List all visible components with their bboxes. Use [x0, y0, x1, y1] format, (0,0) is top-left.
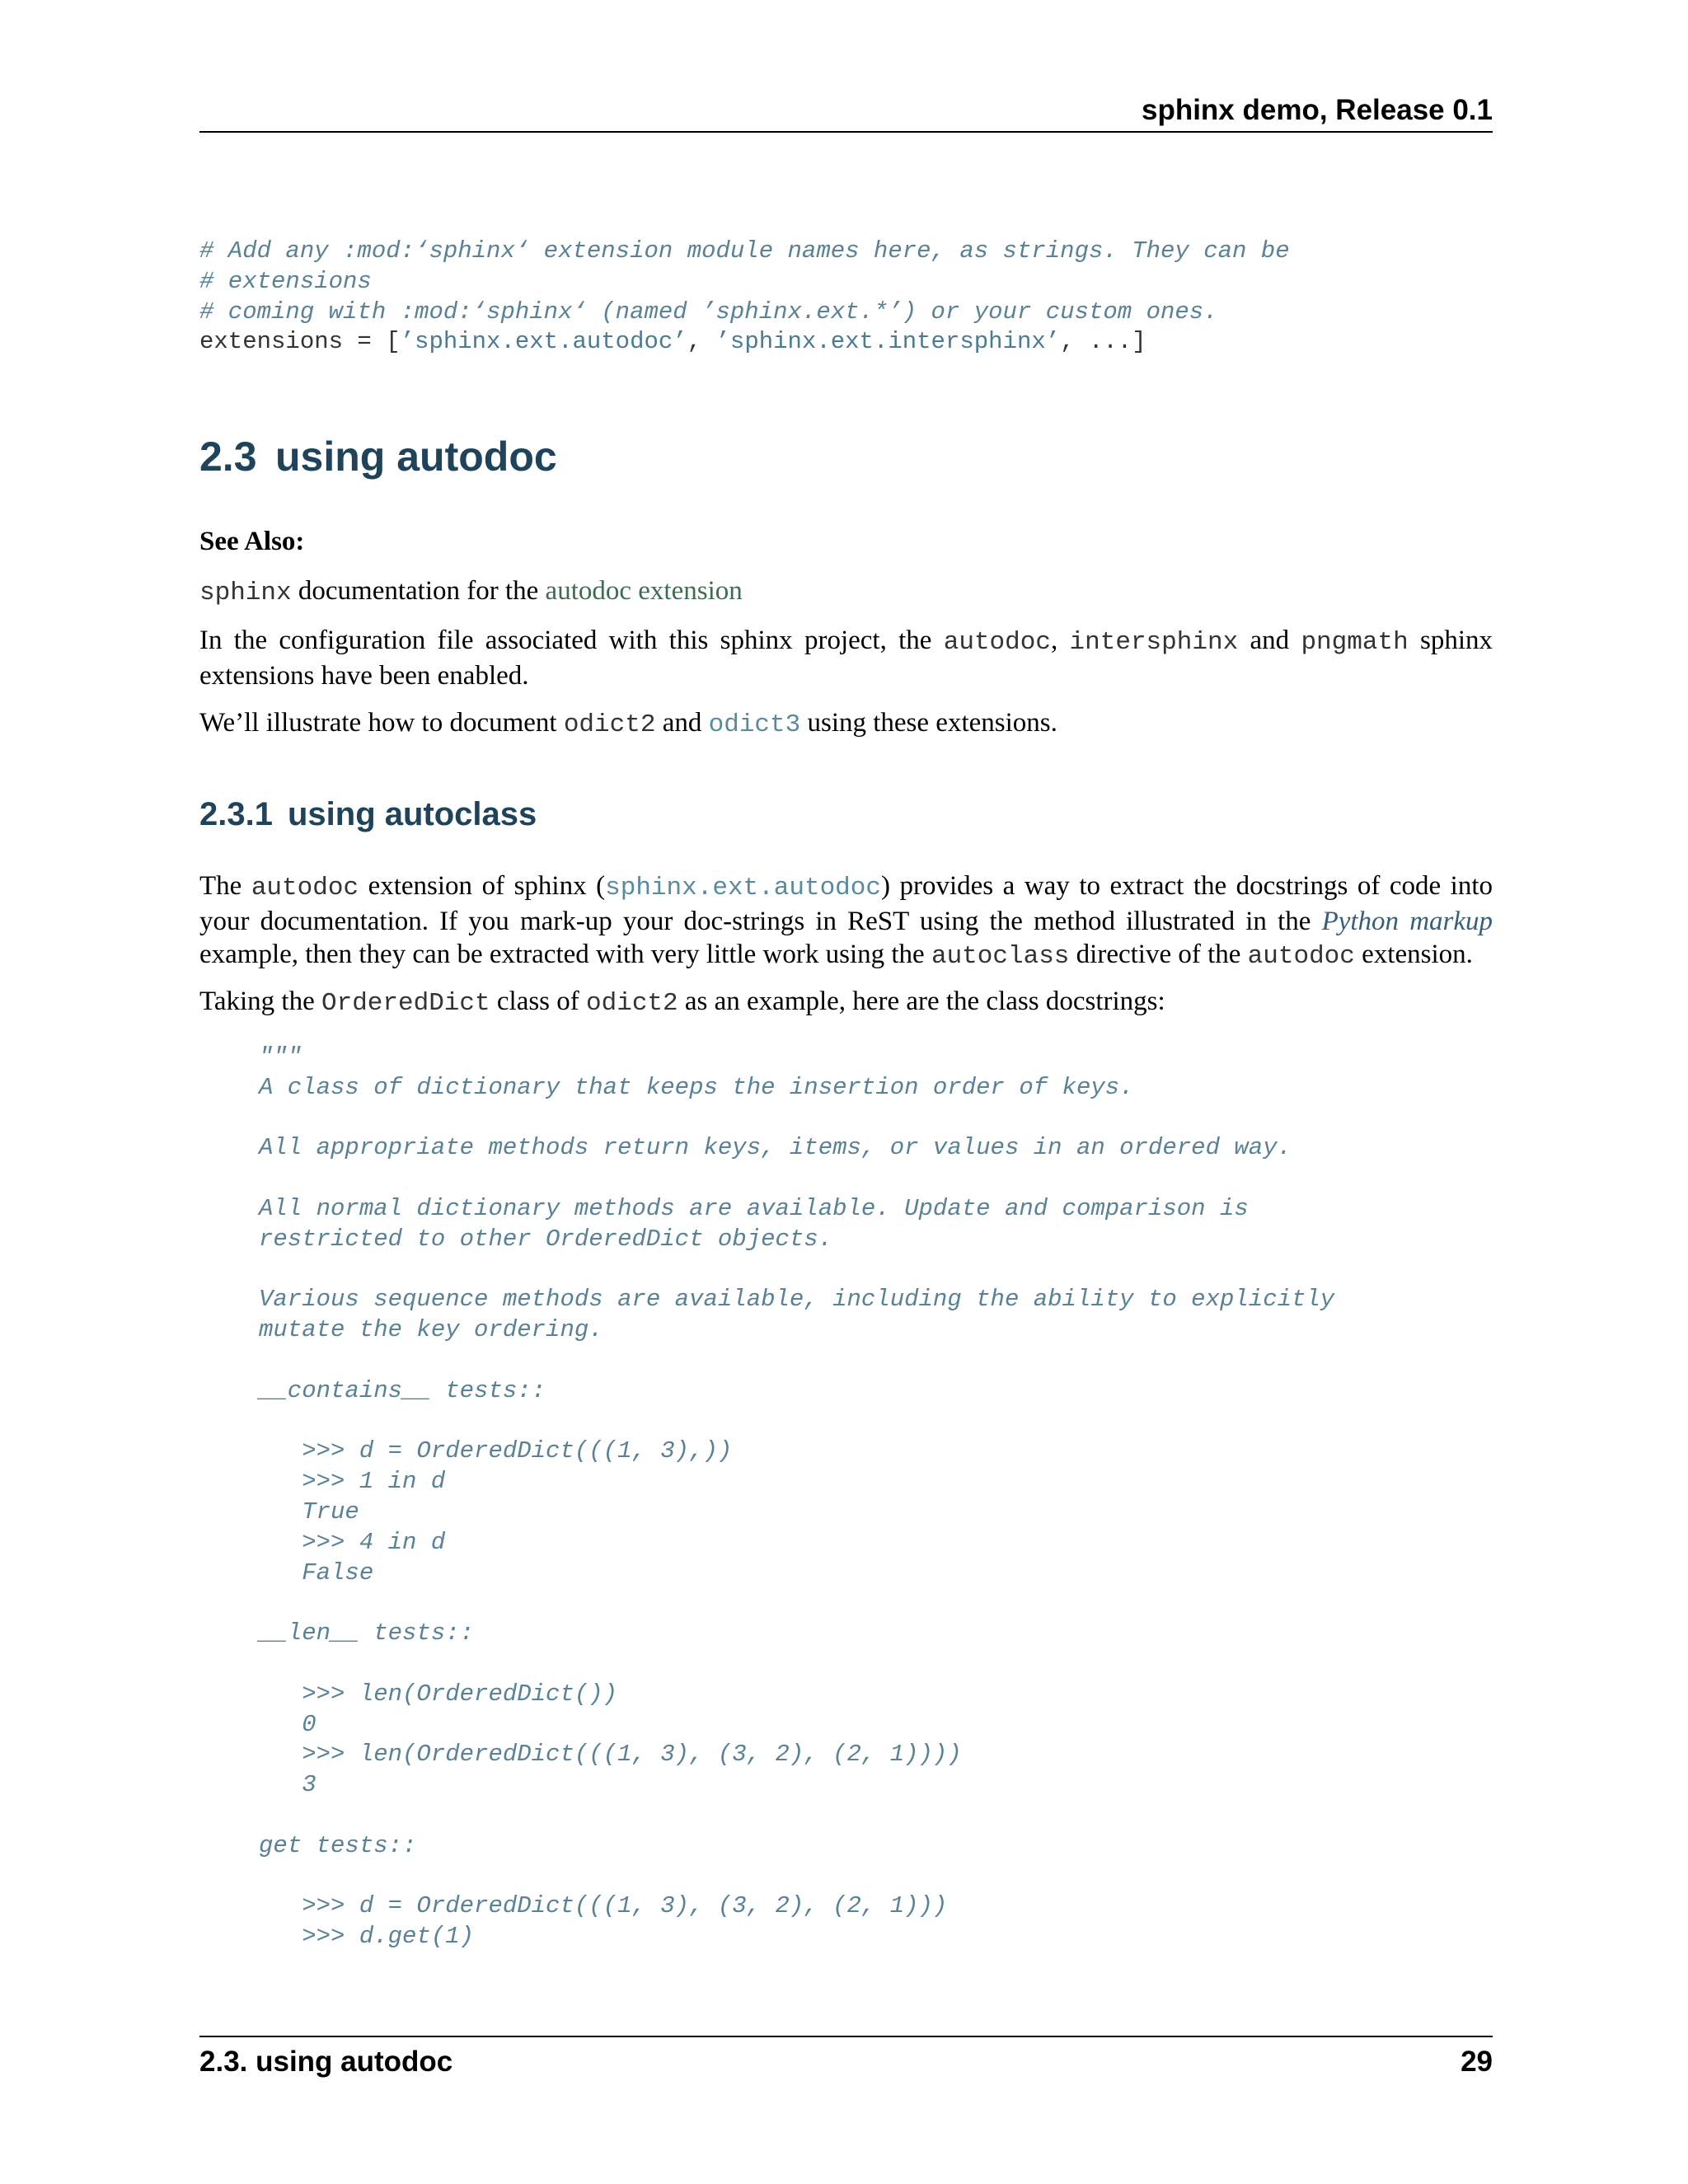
footer-section-label: 2.3. using autodoc: [199, 2046, 453, 2078]
section-heading: [199, 431, 557, 482]
code-comment: # extensions: [199, 267, 372, 295]
text-run: We’ll illustrate how to document: [199, 708, 564, 738]
page-number: 29: [1461, 2046, 1493, 2078]
inline-code: autodoc: [943, 628, 1051, 657]
docstrings-intro-paragraph: [199, 985, 1493, 1020]
autodoc-paragraph: [199, 869, 1493, 973]
footer-rule: [199, 2036, 1493, 2037]
inline-code: autoclass: [931, 942, 1070, 971]
config-code-block: [199, 237, 1290, 358]
inline-code: odict2: [563, 710, 656, 739]
text-run: and: [1238, 626, 1301, 655]
text-run: Taking the: [199, 987, 321, 1016]
text-run: The: [199, 871, 251, 901]
see-also-text: [199, 574, 1493, 610]
text-run: sphinx extensions have been enabled.: [199, 626, 1493, 691]
code-string: ’sphinx.ext.intersphinx’: [715, 328, 1061, 356]
autodoc-extension-link[interactable]: autodoc extension: [545, 576, 743, 606]
inline-code: pngmath: [1301, 628, 1409, 657]
subsection-number: 2.3.1: [199, 796, 273, 832]
text-run: extension.: [1354, 940, 1473, 969]
text-run: example, then they can be extracted with very little work using the: [199, 940, 931, 969]
text-run: extension of sphinx (: [359, 871, 606, 901]
section-title: using autodoc: [275, 434, 557, 480]
subsection-title: using autoclass: [287, 796, 537, 832]
header-rule: [199, 131, 1493, 133]
inline-code: odict2: [586, 989, 678, 1018]
text-run: directive of the: [1069, 940, 1248, 969]
text-run: In the configuration file associated with this sphinx project, the: [199, 626, 944, 655]
config-paragraph: [199, 624, 1493, 692]
illustrate-paragraph: [199, 706, 1493, 742]
text-run: ,: [1050, 626, 1070, 655]
python-markup-link[interactable]: Python markup: [1321, 907, 1493, 936]
docstring-code-block: """ A class of dictionary that keeps the insertion order of keys. All appropriate methods return keys, items, or values in an ordered way. All normal dictionary methods are available. Update and comparison is restricted to other OrderedDict objects. Various sequence methods are available, including the ability to explicitly mutate the key ordering. __contains__ tests:: >>> d = OrderedDict(((1, 3),)) >>> 1 in d True >>> 4 in d False __len__ tests:: >>> len(OrderedDict()) 0 >>> len(OrderedDict(((1, 3), (3, 2), (2, 1)))) 3 get tests:: >>> d = OrderedDict(((1, 3), (3, 2), (2, 1))) >>> d.get(1): [259, 1043, 1335, 1951]
code-comment: # Add any :mod:‘sphinx‘ extension module names here, as strings. They can be: [199, 237, 1290, 265]
section-number: 2.3: [199, 434, 257, 480]
text-run: using these extensions.: [800, 708, 1057, 738]
inline-code: autodoc: [1247, 942, 1355, 971]
running-header: sphinx demo, Release 0.1: [1141, 94, 1493, 126]
inline-code: autodoc: [251, 874, 359, 902]
subsection-heading: [199, 794, 537, 835]
text-run: documentation for the: [291, 576, 546, 606]
text-run: as an example, here are the class docstrings:: [678, 987, 1165, 1016]
see-also-title: See Also:: [199, 527, 305, 556]
code-string: ’sphinx.ext.autodoc’: [400, 328, 687, 356]
inline-code: intersphinx: [1069, 628, 1239, 657]
text-run: ) provides a way to extract the docstrings of code into your documentation. If you mark-up your doc-strings in ReST using the method illustrated in the: [199, 871, 1493, 936]
code-text: extensions = [: [199, 328, 401, 356]
inline-code: sphinx: [199, 579, 292, 607]
sphinx-ext-autodoc-link[interactable]: sphinx.ext.autodoc: [605, 874, 881, 902]
text-run: and: [655, 708, 709, 738]
odict3-link[interactable]: odict3: [708, 710, 801, 739]
text-run: class of: [490, 987, 587, 1016]
code-comment: # coming with :mod:‘sphinx‘ (named ’sphinx.ext.*’) or your custom ones.: [199, 298, 1218, 326]
code-text: ,: [687, 328, 716, 356]
code-text: , ...]: [1060, 328, 1146, 356]
inline-code: OrderedDict: [321, 989, 490, 1018]
